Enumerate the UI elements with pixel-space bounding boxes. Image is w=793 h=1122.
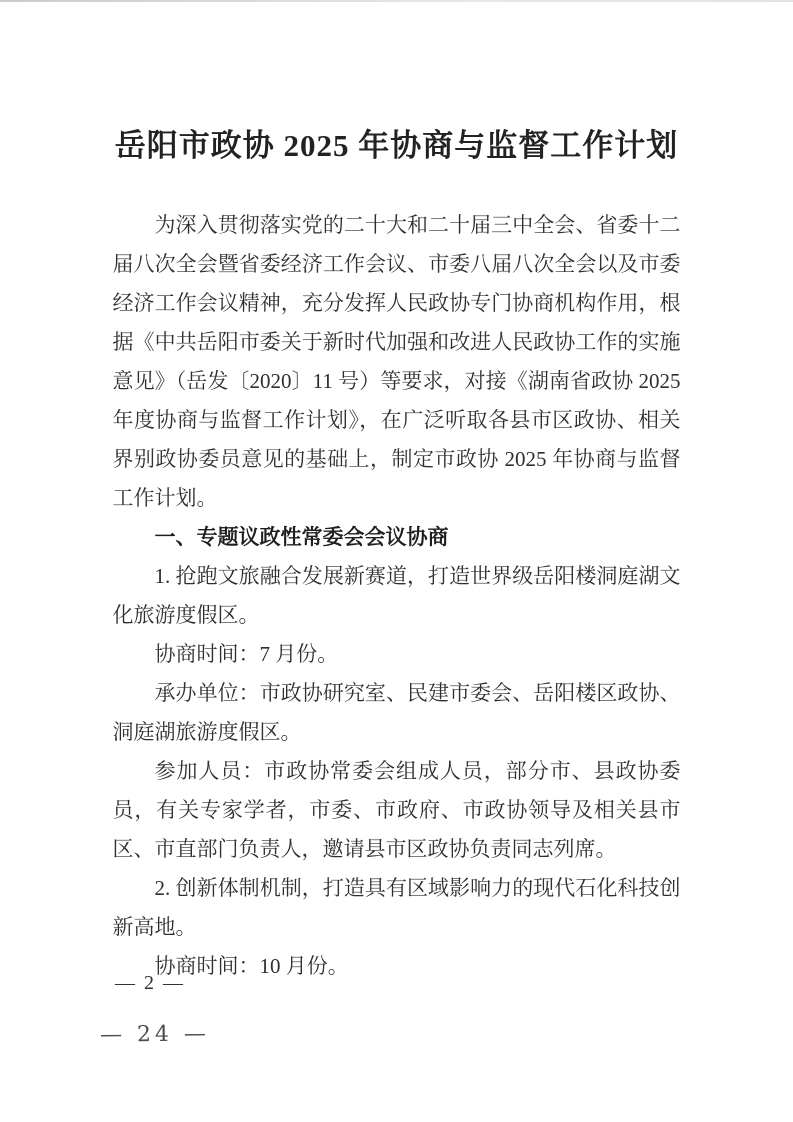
- item-2-time-paragraph: 协商时间：10 月份。: [154, 954, 349, 979]
- intro-paragraph: 为深入贯彻落实党的二十大和二十届三中全会、省委十二届八次全会暨省委经济工作会议、市委八届八次全会以及市委经济工作会议精神，充分发挥人民政协专门协商机构作用，根据《中共岳阳市委关于新时代加强和改进人民政协工作的实施意见》（岳发〔2020〕11 号）等要求，对接《湖南省政协 2025 年度协商与监督工作计划》，在广泛听取各县市区政协、相关界别政协委员意见的基础上，制定市政协 2025 年协商与监督工作计划。: [112, 213, 681, 511]
- printed-page-number: — 2 —: [115, 972, 185, 994]
- item-1-topic-paragraph: 1. 抢跑文旅融合发展新赛道，打造世界级岳阳楼洞庭湖文化旅游度假区。: [112, 564, 681, 628]
- item-2-topic-paragraph: 2. 创新体制机制，打造具有区域影响力的现代石化科技创新高地。: [112, 876, 681, 940]
- scan-top-edge: [0, 0, 793, 2]
- document-body: [113, 206, 681, 986]
- handwritten-page-number: — 24 —: [99, 1021, 211, 1048]
- document-title: 岳阳市政协 2025 年协商与监督工作计划: [114, 128, 679, 163]
- item-1-participants-paragraph: 参加人员：市政协常委会组成人员，部分市、县政协委员，有关专家学者，市委、市政府、市政协领导及相关县市区、市直部门负责人，邀请县市区政协负责同志列席。: [112, 759, 681, 862]
- item-1-organizer-paragraph: 承办单位：市政协研究室、民建市委会、岳阳楼区政协、洞庭湖旅游度假区。: [112, 681, 681, 745]
- section-heading: 一、专题议政性常委会会议协商: [154, 526, 449, 550]
- item-1-time-paragraph: 协商时间：7 月份。: [154, 642, 339, 667]
